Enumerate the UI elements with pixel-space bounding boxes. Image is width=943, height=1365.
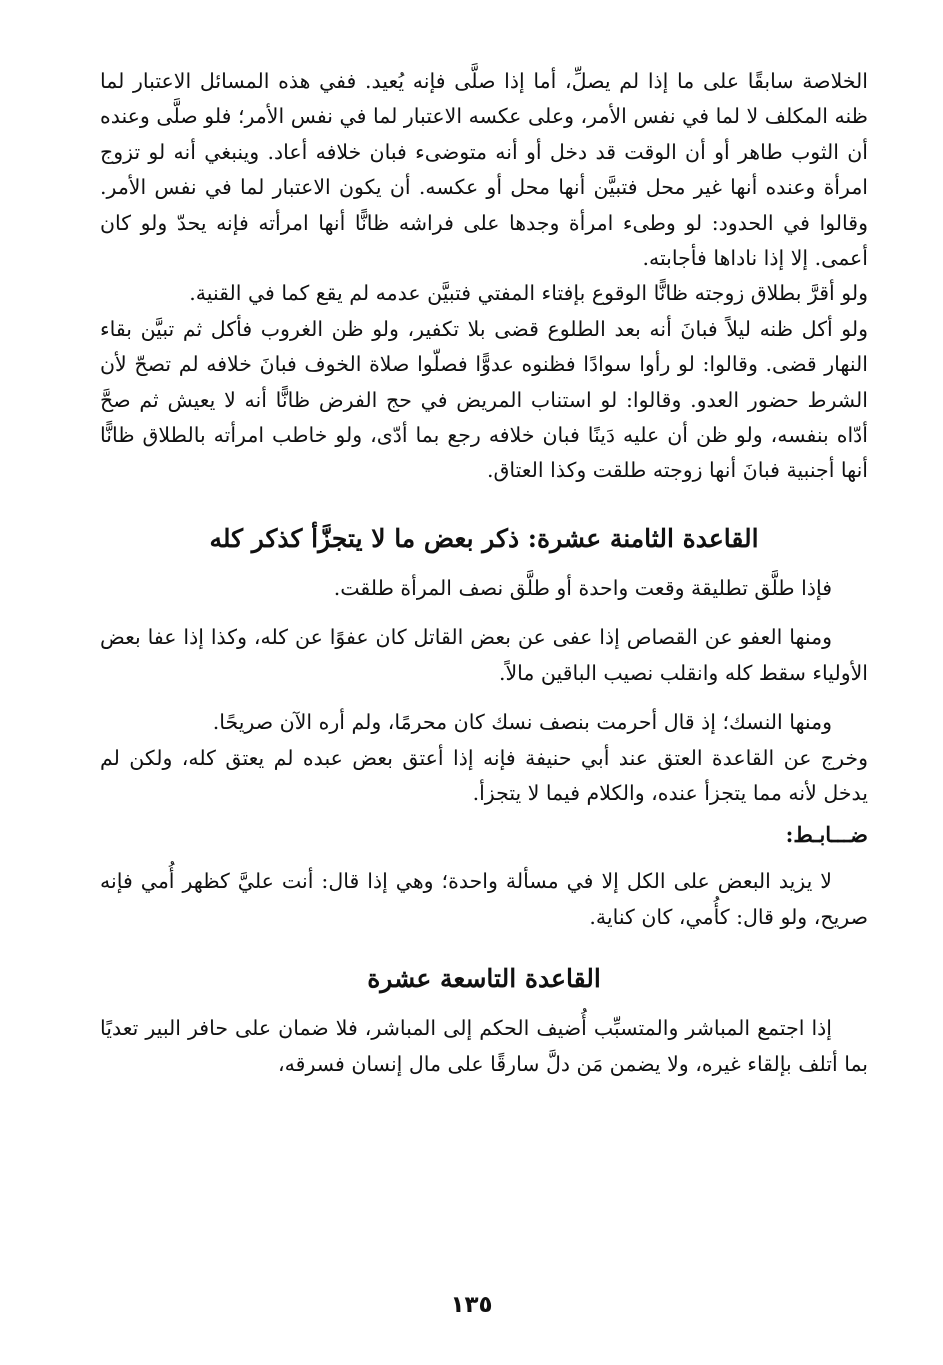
dabit-label: ضـــابـط: [785,822,868,848]
dabit-text: لا يزيد البعض على الكل إلا في مسألة واحدة؛ وهي إذا قال: أنت عليَّ كظهر أُمي فإنه صريح، ولو قال: كأُمي، كان كناية. [100,869,868,929]
paragraph: إذا اجتمع المباشر والمتسبِّب أُضيف الحكم إلى المباشر، فلا ضمان على حافر البير تعديًا بما أتلف بإلقاء غيره، ولا يضمن مَن دلَّ سارقًا على مال إنسان فسرقه، [100,1016,868,1076]
paragraph: ومنها العفو عن القصاص إذا عفى عن بعض القاتل كان عفوًا عن كله، وكذا إذا عفا بعض الأولياء سقط كله وانقلب نصيب الباقين مالاً. [100,625,868,685]
paragraph: الخلاصة سابقًا على ما إذا لم يصلِّ، أما إذا صلَّى فإنه يُعيد. ففي هذه المسائل الاعتبار لما ظنه المكلف لا لما في نفس الأمر، وعلى عكسه الاعتبار لما في نفس الأمر؛ فلو صلَّى وعنده أن الثوب طاهر أو أن الوقت قد دخل أو أنه متوضىء فبان خلافه أعاد. وينبغي أنه لو تزوج امرأة وعنده أنها غير محل فتبيَّن أنها محل أو عكسه. أن يكون الاعتبار لما في نفس الأمر. وقالوا في الحدود: لو وطىء امرأة وجدها على فراشه ظانًّا أنها امرأته فإنه يحدّ ولو كان أعمى. إلا إذا ناداها فأجابته. [100,69,868,271]
continuation-text [100,64,868,489]
rule-18-heading: القاعدة الثامنة عشرة: ذكر بعض ما لا يتجزَّأ كذكر كله [209,523,759,553]
paragraph: ولو أكل ظنه ليلاً فبانَ أنه بعد الطلوع قضى بلا تكفير، ولو ظن الغروب فأكل ثم تبيَّن بقاء النهار قضى. وقالوا: لو رأوا سوادًا فظنوه عدوًّا فصلّوا صلاة الخوف فبانَ خلافه لم تصحّ لأن الشرط حضور العدو. وقالوا: لو استناب المريض في حج الفرض ظانًّا أنه لا يعيش ثم صحَّ أدّاه بنفسه، ولو ظن أن عليه دَينًا فبان خلافه رجع بما أدّى، ولو خاطب امرأته بالطلاق ظانًّا أنها أجنبية فبانَ أنها زوجته طلقت وكذا العتاق. [100,316,868,483]
paragraph: فإذا طلَّق تطليقة وقعت واحدة أو طلَّق نصف المرأة طلقت. [333,575,832,600]
paragraph: ومنها النسك؛ إذ قال أحرمت بنصف نسك كان محرمًا، ولم أره الآن صريحًا. [212,710,832,735]
page-body [100,64,868,1082]
rule-19-heading: القاعدة التاسعة عشرة [367,964,601,994]
page-number: ١٣٥ [450,1292,493,1318]
rule-18-exceptions [100,705,868,811]
paragraph: وخرج عن القاعدة العتق عند أبي حنيفة فإنه إذا أعتق بعض عبده لم يعتق كله، ولكن لم يدخل لأنه مما يتجزأ عنده، والكلام فيما لا يتجزأ. [100,745,868,805]
paragraph: ولو أقرَّ بطلاق زوجته ظانًّا الوقوع بإفتاء المفتي فتبيَّن عدمه لم يقع كما في القنية. [189,281,868,306]
